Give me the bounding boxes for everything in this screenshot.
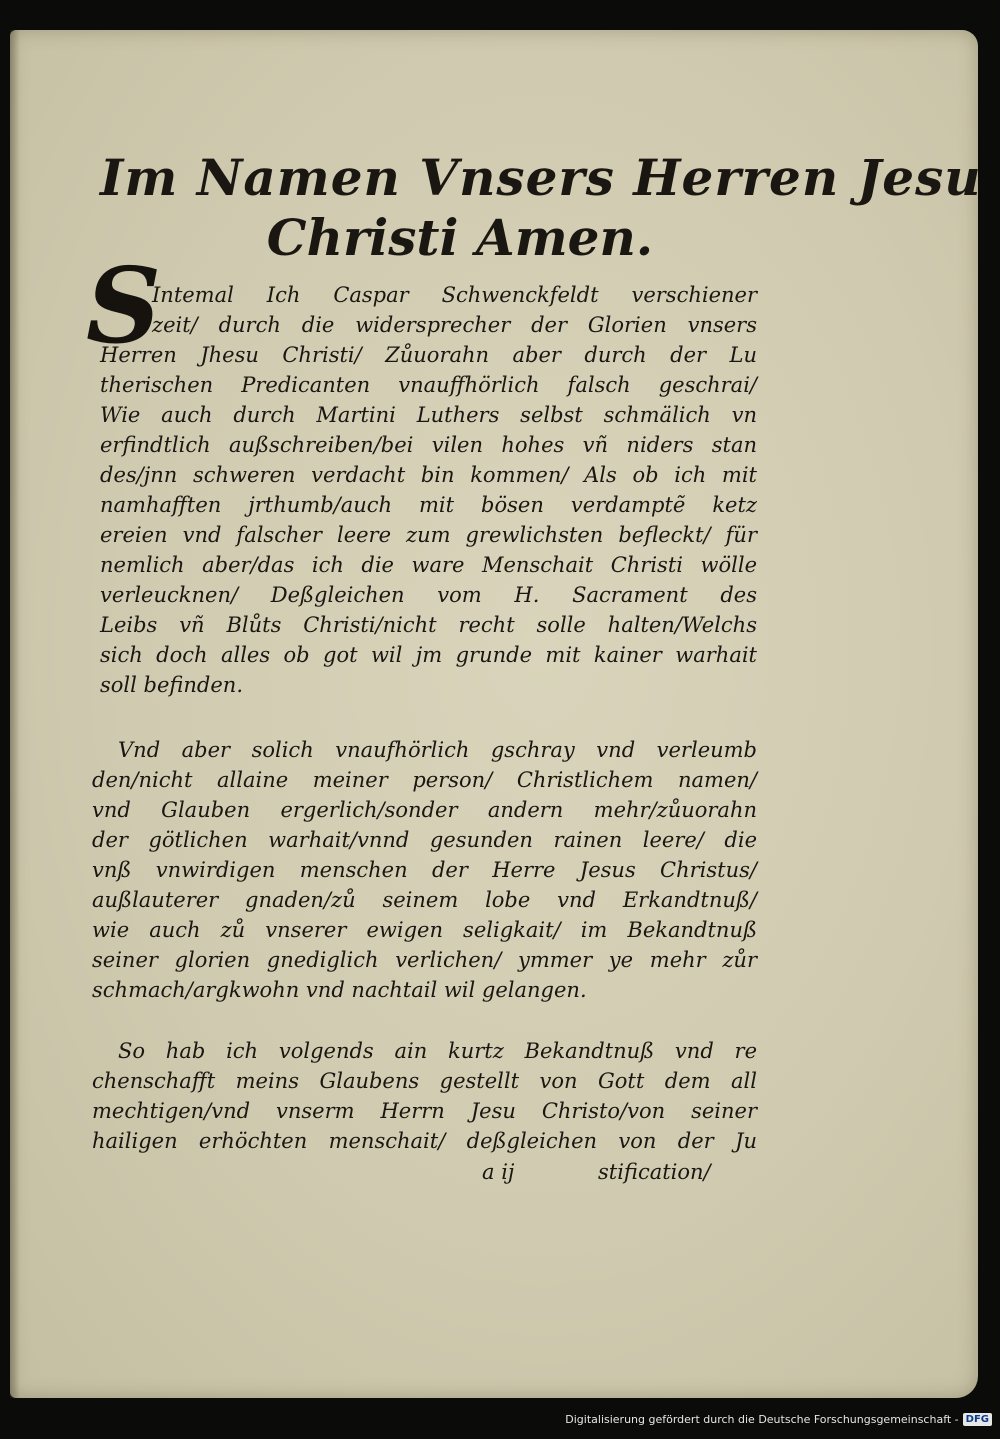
text-line: sich doch alles ob got wil jm grunde mit kainer warhait [100,643,757,667]
text-line: soll befinden. [100,673,244,697]
drop-capital: S [86,244,162,367]
footer-text: Digitalisierung gefördert durch die Deutsche Forschungsgemeinschaft - [565,1413,959,1426]
text-line: mechtigen/vnd vnserm Herrn Jesu Christo/von seiner [92,1099,757,1123]
text-line: den/nicht allaine meiner person/ Christlichem namen/ [92,768,757,792]
text-line: schmach/argkwohn vnd nachtail wil gelangen. [92,978,587,1002]
text-line: wie auch zů vnserer ewigen seligkait/ im Bekandtnuß [92,918,757,942]
text-line: vnd Glauben ergerlich/sonder andern mehr/zůuorahn [92,798,757,822]
text-line: des/jnn schweren verdacht bin kommen/ Als ob ich mit [100,463,757,487]
text-line: erfindtlich außschreiben/bei vilen hohes vñ niders stan [100,433,757,457]
text-line: vnß vnwirdigen menschen der Herre Jesus Christus/ [92,858,757,882]
text-line: der götlichen warhait/vnnd gesunden rainen leere/ die [92,828,757,852]
text-line: hailigen erhöchten menschait/ deßgleichen von der Ju [92,1129,757,1153]
text-line: ereien vnd falscher leere zum grewlichsten befleckt/ für [100,523,757,547]
text-line: außlauterer gnaden/zů seinem lobe vnd Erkandtnuß/ [92,888,757,912]
text-line: Vnd aber solich vnaufhörlich gschray vnd verleumb [118,738,757,762]
page-title-line-2: Christi Amen. [266,208,654,267]
text-line: Intemal Ich Caspar Schwenckfeldt verschiener [152,283,757,307]
footer-credit [565,1413,992,1426]
catchword: stification/ [598,1160,711,1184]
text-line: Leibs vñ Blůts Christi/nicht recht solle halten/Welchs [100,613,757,637]
text-line: chenschafft meins Glaubens gestellt von Gott dem all [92,1069,757,1093]
text-line: nemlich aber/das ich die ware Menschait Christi wölle [100,553,757,577]
page-gutter-shadow [10,30,20,1398]
signature-mark: a ij [482,1160,515,1184]
dfg-logo-icon: DFG [963,1413,992,1426]
text-line: seiner glorien gnediglich verlichen/ ymmer ye mehr zůr [92,948,757,972]
text-line: verleucknen/ Deßgleichen vom H. Sacrament des [100,583,757,607]
text-line: zeit/ durch die widersprecher der Glorien vnsers [152,313,757,337]
text-line: Herren Jhesu Christi/ Zůuorahn aber durch der Lu [100,343,757,367]
page-title-line-1: Im Namen Vnsers Herren Jesu [100,148,982,207]
text-line: therischen Predicanten vnauffhörlich falsch geschrai/ [100,373,757,397]
text-line: namhafften jrthumb/auch mit bösen verdamptẽ ketz [100,493,757,517]
text-line: So hab ich volgends ain kurtz Bekandtnuß vnd re [118,1039,757,1063]
text-line: Wie auch durch Martini Luthers selbst schmälich vn [100,403,757,427]
